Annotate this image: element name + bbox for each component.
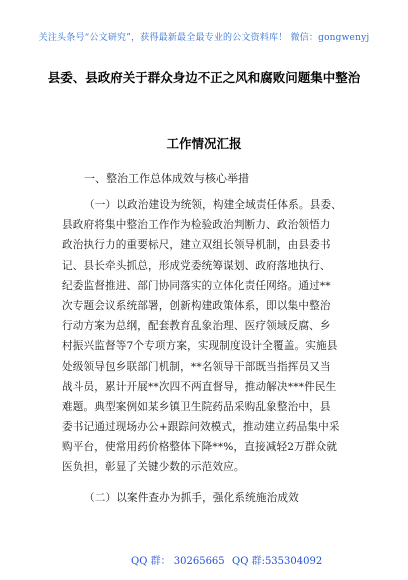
paragraph-line: 行动方案为总纲，配套教育乱象治理、医疗领域反腐、乡 xyxy=(62,320,331,333)
qq-group-2: QQ 群:535304092 xyxy=(232,556,323,567)
section-heading: 一、整治工作总体成效与核心举措 xyxy=(84,172,249,185)
paragraph-line: （一）以政治建设为统领，构建全域责任体系。县委、 xyxy=(84,199,342,211)
document-title-line-2: 工作情况汇报 xyxy=(166,136,242,151)
paragraph-line: 购平台，使常用药价格整体下降**%，直接减轻2万群众就 xyxy=(62,441,338,454)
paragraph-line: 村振兴监督等7个专项方案，实现制度设计全覆盖。实施县 xyxy=(62,340,338,353)
paragraph-line: 纪委监督推进、部门协同落实的立体化责任网络。通过** xyxy=(62,279,331,292)
paragraph-line: 记、县长牵头抓总，形成党委统筹谋划、政府落地执行、 xyxy=(62,259,331,272)
paragraph-line: 县政府将集中整治工作作为检验政治判断力、政治领悟力 xyxy=(62,219,331,232)
qq-group-1: QQ 群： 30265665 xyxy=(131,556,225,567)
paragraph-line: 次专题会议系统部署，创新构建政策体系，即以集中整治 xyxy=(62,299,331,312)
document-title-line-1: 县委、县政府关于群众身边不正之风和腐败问题集中整治 xyxy=(47,70,361,85)
header-banner: 关注头条号“公文研究”，获得最新最全最专业的公文资料库！ 微信：gongwenyj xyxy=(38,33,370,43)
paragraph-line: 处级领导包乡联部门机制，**名领导干部既当指挥员又当 xyxy=(62,360,331,373)
subsection-heading: （二）以案件查办为抓手，强化系统施治成效 xyxy=(84,491,299,504)
paragraph-line: 委书记通过现场办公+跟踪问效模式，推动建立药品集中采 xyxy=(62,421,340,434)
paragraph-line: 难题。典型案例如某乡镇卫生院药品采购乱象整治中，县 xyxy=(62,400,331,413)
paragraph-line: 战斗员，累计开展**次四不两直督导，推动解决***件民生 xyxy=(62,380,337,393)
paragraph-line: 政治执行力的重要标尺，建立双组长领导机制，由县委书 xyxy=(62,239,331,252)
paragraph-line: 医负担，彰显了关键少数的示范效应。 xyxy=(62,461,245,474)
document-body xyxy=(62,195,360,508)
